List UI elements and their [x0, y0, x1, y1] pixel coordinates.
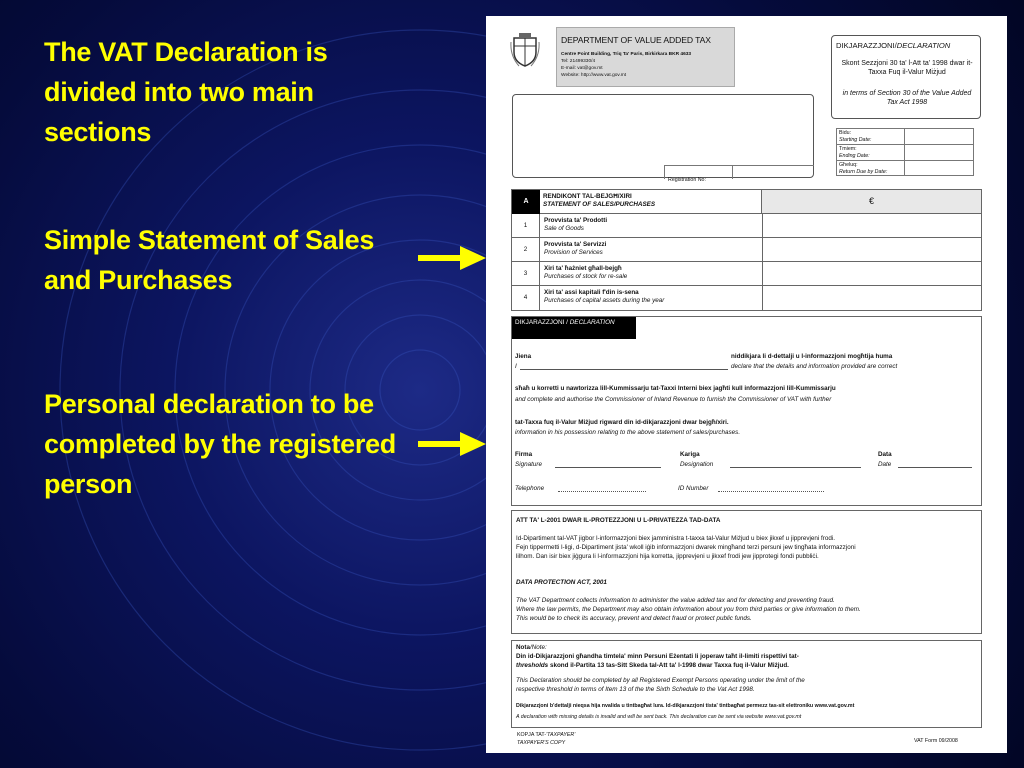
- period-due-field[interactable]: [905, 161, 973, 176]
- department-title: DEPARTMENT OF VALUE ADDED TAX: [561, 35, 711, 45]
- declaration-act-mt: Skont Sezzjoni 30 ta' l-Att ta' 1998 dwar it-Taxxa Fuq il-Valur Miżjud: [841, 60, 973, 76]
- telephone-field[interactable]: [558, 491, 646, 492]
- kariga-label: Kariga: [680, 451, 700, 458]
- data-label: Data: [878, 451, 892, 458]
- stock-purchases-amount[interactable]: [762, 262, 981, 285]
- department-email: E-mail: vat@gov.mt: [561, 66, 603, 71]
- coat-of-arms-icon: [510, 32, 540, 68]
- form-number: VAT Form 09/2008: [914, 738, 958, 744]
- vat-form-page: [486, 16, 1007, 753]
- arrow-right-icon: [416, 244, 488, 272]
- i-label: I: [515, 363, 517, 370]
- table-row: 3 Xiri ta' ħażniet għall-bejgħ Purchases of stock for re-sale: [512, 262, 981, 286]
- declaration-act-box: [831, 35, 981, 119]
- designation-label: Designation: [680, 461, 714, 468]
- note-text: A declaration with missing details is invalid and will be sent back. This declaration can be sent via website www.vat.gov.mt: [516, 714, 802, 720]
- bullet-declaration: Personal declaration to be completed by the registered person: [44, 389, 396, 499]
- note-label: Nota/Note:: [516, 644, 547, 651]
- date-field[interactable]: [898, 467, 972, 468]
- table-row: 4 Xiri ta' assi kapitali f'din is-sena Purchases of capital assets during the year: [512, 286, 981, 310]
- taxpayer-address-box[interactable]: [512, 94, 814, 183]
- currency-header: €: [762, 190, 981, 214]
- note-text: This Declaration should be completed by all Registered Exempt Persons operating under the limit of the: [516, 677, 805, 684]
- arrow-right-icon: [416, 430, 488, 458]
- declaration-header: DIKJARAZZJONI / DECLARATION: [512, 317, 636, 339]
- data-protection-text: Where the law permits, the Department may also obtain information about you from third parties or give information to them.: [516, 606, 861, 613]
- section-title-en: STATEMENT OF SALES/PURCHASES: [543, 200, 656, 208]
- bullet-intro: The VAT Declaration is divided into two main sections: [44, 37, 328, 147]
- period-end-label: Tmiem:: [839, 146, 857, 152]
- statement-table: [511, 189, 982, 311]
- services-amount[interactable]: [762, 238, 981, 261]
- sale-of-goods-amount[interactable]: [762, 214, 981, 237]
- registration-field[interactable]: [732, 165, 814, 179]
- date-label: Date: [878, 461, 892, 468]
- data-protection-text: Fejn tippermetti l-ligi, d-Dipartiment jista' wkoll iġib informazzjoni dwarek mingħand terzi persuni jew tingħata informazzjoni: [516, 544, 856, 551]
- signature-label: Signature: [515, 461, 542, 468]
- bullet-statement: Simple Statement of Sales and Purchases: [44, 225, 375, 295]
- department-tel: Tel: 21499330/4: [561, 59, 596, 64]
- registration-label: Registration No:: [668, 177, 706, 183]
- designation-field[interactable]: [730, 467, 861, 468]
- data-protection-title-mt: ATT TA' L-2001 DWAR IL-PROTEZZJONI U L-PRIVATEZZA TAD-DATA: [516, 517, 721, 524]
- firma-label: Firma: [515, 451, 533, 458]
- period-due-label: Għeluq:: [839, 162, 858, 168]
- data-protection-text: This would be to check its accuracy, prevent and detect fraud or protect public funds.: [516, 615, 752, 622]
- table-row: 1 Provvista ta' Prodotti Sale of Goods: [512, 214, 981, 238]
- note-text: respective threshold in terms of Item 13 of the the Sixth Schedule to the Vat Act 1998.: [516, 686, 755, 693]
- note-section: [511, 640, 982, 728]
- department-address: Centre Point Building, Triq Ta' Paris, Birkirkara BKR 4633: [561, 52, 692, 57]
- decl-line3-en: information in his possession relating to the above statement of sales/purchases.: [515, 429, 741, 436]
- personal-declaration-section: [511, 316, 982, 506]
- department-box: [556, 27, 735, 87]
- decl-line2-mt: sħaħ u korretti u nawtorizza lill-Kummissarju tat-Taxxi Interni biex jagħti kull informazzjoni lill-Kummissarju: [515, 385, 836, 392]
- data-protection-text: Id-Dipartiment tal-VAT jigbor l-informazzjoni biex jamministra t-taxxa tal-Valur Miżjud u biex jikxef u jipprevjeni frodi.: [516, 535, 836, 542]
- section-title-mt: RENDIKONT TAL-BEJGĦ/XIRI: [543, 193, 632, 200]
- name-field[interactable]: [520, 369, 728, 370]
- table-row: 2 Provvista ta' Servizzi Provision of Services: [512, 238, 981, 262]
- period-end-field[interactable]: [905, 145, 973, 161]
- data-protection-text: lilhom. Dan isir biex jiġgura li l-informazzjoni hija korretta, jipprevjeni u jikxef frodi jew jipprotegi fondi pubbliċi.: [516, 553, 819, 560]
- note-text: Din id-Dikjarazzjoni għandha timtela' minn Persuni Eżentati li joperaw taħt il-limiti rispettivi tat-: [516, 653, 799, 660]
- telephone-label: Telephone: [515, 485, 545, 492]
- taxpayer-copy-label: TAXPAYER'S COPY: [517, 740, 566, 746]
- data-protection-title-en: DATA PROTECTION ACT, 2001: [516, 579, 607, 586]
- declaration-title: DIKJARAZZJONI/DECLARATION: [836, 41, 951, 50]
- id-number-label: ID Number: [678, 485, 709, 492]
- period-start-field[interactable]: [905, 129, 973, 145]
- signature-field[interactable]: [555, 467, 661, 468]
- section-letter: A: [512, 190, 540, 214]
- note-text: Dikjarazzjoni b'dettalji nieqsa hija nvalida u tintbagħat lura. Id-dikjarazzjoni tista' tintbagħat permezz tas-sit elettroniku www.vat.gov.mt: [516, 703, 855, 709]
- note-text: thresholds skond il-Partita 13 tas-Sitt Skeda tal-Att ta' l-1998 dwar Taxxa fuq il-Valur Miżjud.: [516, 662, 789, 669]
- period-start-label: Bidu:: [839, 130, 852, 136]
- copy-label: KOPJA TAT-'TAXPAYER': [517, 732, 576, 738]
- data-protection-section: [511, 510, 982, 634]
- period-table: Bidu: Starting Date: Tmiem: Ending Date: Għeluq: Return Due by Date:: [836, 128, 974, 176]
- data-protection-text: The VAT Department collects information to administer the value added tax and for detecting and preventing fraud.: [516, 597, 835, 604]
- declaration-act-en: in terms of Section 30 of the Value Added Tax Act 1998: [842, 90, 972, 106]
- decl-line3-mt: tat-Taxxa fuq il-Valur Miżjud rigward din id-dikjarazzjoni dwar bejgħ/xiri.: [515, 419, 729, 426]
- decl-line1-mt: niddikjara li d-dettalji u l-informazzjoni mogħtija huma: [731, 353, 893, 360]
- decl-line1-en: declare that the details and information provided are correct: [731, 363, 898, 370]
- department-website: Website: http://www.vat.gov.mt: [561, 73, 627, 78]
- capital-assets-amount[interactable]: [762, 286, 981, 310]
- decl-line2-en: and complete and authorise the Commissioner of Inland Revenue to furnish the Commissioner of VAT with further: [515, 396, 832, 403]
- id-number-field[interactable]: [718, 491, 824, 492]
- jiena-label: Jiena: [515, 353, 532, 360]
